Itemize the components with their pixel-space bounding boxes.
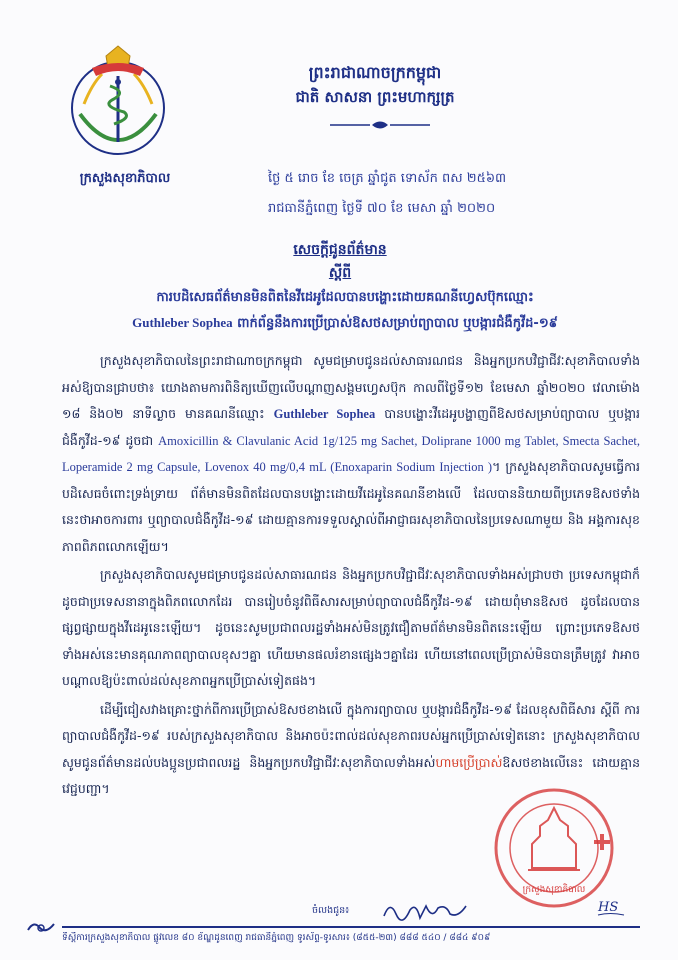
prohibition-text: ហាមប្រើប្រាស់ [435,754,503,770]
subject-line-2 [50,315,640,334]
footer-address: ទីស្តីការក្រសួងសុខាភិបាល ផ្លូវលេខ ៨០ ខ័ណ្ឌដូនពេញ រាជធានីភ្នំពេញ ទូរស័ព្ទ-ទូរសារ៖ (៨៥៥-២៣) ៨៨៨ ៥៤០ / ៨៨៤ ៩០៩ [62,933,491,943]
paragraph-1-video: បានបង្ហោះវីដេអូបង្ហាញពីឱសថសម្រាប់ព្យាបាល ឬបង្ការជំងឺកូវីដ-១៩ ដូចជា [62,406,640,448]
subject-line-1: ការបដិសេធព័ត៌មានមិនពិតនៃវីដេអូដែលបានបង្ហោះដោយគណនីហ្វេសប៊ុកឈ្មោះ [156,290,534,305]
paragraph-2: ក្រសួងសុខាភិបាលសូមជម្រាបជូនដល់សាធារណជន និងអ្នកប្រកបវិជ្ជាជីវៈសុខាភិបាលទាំងអស់ជ្រាបថា ប្រទេសកម្ពុជាក៏ដូចជាប្រទេសនានាក្នុងពិភពលោកដែរ បានរៀបចំនូវពិធីសារសម្រាប់ព្យាបាលជំងឺកូវីដ-១៩ ដោយពុំមានឱសថ ដូចដែលបានផ្សព្វផ្សាយក្នុងវីដេអូនេះឡើយ។ ដូចនេះសូមប្រជាពលរដ្ឋទាំងអស់មិនត្រូវជឿតាមព័ត៌មានមិនពិតនេះឡើយ ព្រោះប្រភេទឱសថទាំងអស់នេះមានគុណភាពព្យាបាលខុសៗគ្នា ហើយមានផលរំខានផ្សេងៗគ្នាដែរ ហើយនៅពេលប្រើប្រាស់មិនបានត្រឹមត្រូវ វាអាចបណ្តាលឱ្យប៉ះពាល់ដល់សុខភាពអ្នកប្រើប្រាស់ទៀតផង។ [62,567,640,688]
signature-mark [380,898,470,924]
paragraph-1-intro: ក្រសួងសុខាភិបាលនៃព្រះរាជាណាចក្រកម្ពុជា សូមជម្រាបជូនដល់សាធារណជន និងអ្នកប្រកបវិជ្ជាជីវៈសុខាភិបាលទាំងអស់ឱ្យបានជ្រាបថា៖ យោងតាមការពិនិត្យឃើញលើបណ្តាញសង្គមហ្វេសប៊ុក កាលពីថ្ងៃទី១២ ខែមេសា ឆ្នាំ២០២០ វេលាម៉ោង ១៨ និង០២ នាទីល្ងាច មានគណនីឈ្មោះ [62,353,640,421]
official-stamp [492,786,616,910]
paragraph-1-rebuttal: ។ ក្រសួងសុខាភិបាលសូមធ្វើការបដិសេធចំពោះទ្រង់ទ្រាយ ព័ត៌មានមិនពិតដែលបានបង្ហោះដោយវីដេអូនៃគណនីខាងលើ ដែលបាននិយាយពីប្រភេទឱសថទាំងនេះថាអាចការពារ ឬព្យាបាលជំងឺកូវីដ-១៩ ដោយគ្មានការទទួលស្គាល់ពីអាជ្ញាធរសុខាភិបាលនៃប្រទេសណាមួយ និង អង្គការសុខភាពពិភពលោកឡើយ។ [62,459,640,554]
ornament-divider-icon [330,118,430,132]
ministry-name: ក្រសួងសុខាភិបាល [79,171,171,186]
stamp-text: ក្រសួងសុខាភិបាល [522,885,586,895]
solar-date: រាជធានីភ្នំពេញ ថ្ងៃទី ៧០ ខែ មេសា ឆ្នាំ ២០២០ [268,201,496,216]
subject-line-2-text: ពាក់ព័ន្ធនឹងការប្រើប្រាស់ឱសថសម្រាប់ព្យាបាល ឬបង្ការជំងឺកូវីដ-១៩ [237,316,558,331]
account-name: Guthleber Sophea [273,407,376,421]
lunar-date: ថ្ងៃ ៥ រោច ខែ ចេត្រ ឆ្នាំជូត ទោស័ក ពស ២៥៦៣ [268,171,507,186]
paragraph-3-intro: ដើម្បីជៀសវាងគ្រោះថ្នាក់ពីការប្រើប្រាស់ឱសថខាងលើ ក្នុងការព្យាបាល ឬបង្ការជំងឺកូវីដ-១៩ ដែលខុសពិធីសារ ស្តីពី ការព្យាបាលជំងឺកូវីដ-១៩ របស់ក្រសួងសុខាភិបាល និងអាចប៉ះពាល់ដល់សុខភាពរបស់អ្នកប្រើប្រាស់ទៀតនោះ ក្រសួងសុខាភិបាលសូមជូនព័ត៌មានដល់បងប្អូនប្រជាពលរដ្ឋ និងអ្នកប្រកបវិជ្ជាជីវៈសុខាភិបាលទាំងអស់ [62,701,640,770]
kingdom-title: ព្រះរាជាណាចក្រកម្ពុជា [308,63,442,82]
subject-account-name: Guthleber Sophea [132,315,233,330]
initials-mark [596,894,626,918]
document-body [62,348,640,805]
about-label: ស្តីពី [328,265,352,281]
drug-list: Amoxicillin & Clavulanic Acid 1g/125 mg Sachet, Doliprane 1000 mg Tablet, Smecta Sachet, Loperamide 2 mg Capsule, Lovenox 40 mg/0,4 mL (Enoxaparin Sodium Injection ) [62,433,640,474]
national-motto: ជាតិ សាសនា ព្រះមហាក្សត្រ [295,88,455,106]
initials-text: HS [598,900,619,915]
footer-logo-icon [26,918,56,936]
footer-divider [62,926,640,928]
paragraph-1 [62,348,640,560]
ministry-emblem-logo [62,44,174,168]
paragraph-3-end: ឱសថខាងលើនេះ ដោយគ្មានវេជ្ជបញ្ជា។ [62,754,640,796]
document-type-heading: សេចក្តីជូនព័ត៌មាន [293,242,387,258]
copy-recipients-label: ចំលងជូន៖ [312,905,350,916]
